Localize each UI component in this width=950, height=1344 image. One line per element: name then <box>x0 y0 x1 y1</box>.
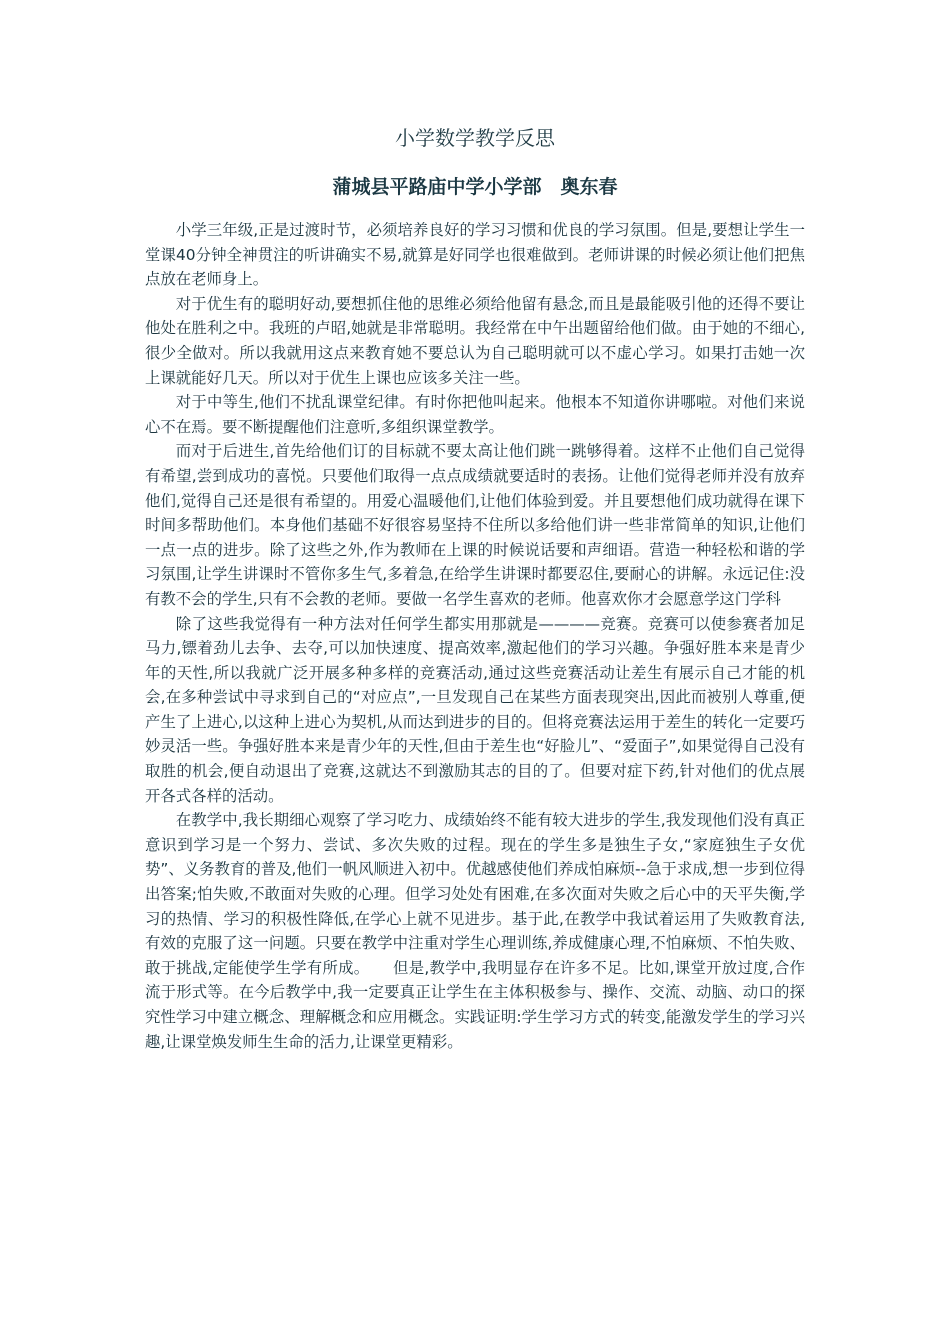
paragraph-6: 在教学中,我长期细心观察了学习吃力、成绩始终不能有较大进步的学生,我发现他们没有真正意识到学习是一个努力、尝试、多次失败的过程。现在的学生多是独生子女,“家庭独生子女优势”、义务教育的普及,他们一帆风顺进入初中。优越感使他们养成怕麻烦--急于求成,想一步到位得出答案;怕失败,不敢面对失败的心理。但学习处处有困难,在多次面对失败之后心中的天平失衡,学习的热情、学习的积极性降低,在学心上就不见进步。基于此,在教学中我试着运用了失败教育法,有效的克服了这一问题。只要在教学中注重对学生心理训练,养成健康心理,不怕麻烦、不怕失败、敢于挑战,定能使学生学有所成。 但是,教学中,我明显存在许多不足。比如,课堂开放过度,合作流于形式等。在今后教学中,我一定要真正让学生在主体积极参与、操作、交流、动脑、动口的探究性学习中建立概念、理解概念和应用概念。实践证明:学生学习方式的转变,能激发学生的学习兴趣,让课堂焕发师生生命的活力,让课堂更精彩。 <box>145 811 806 1051</box>
paragraph-1: 小学三年级,正是过渡时节，必须培养良好的学习习惯和优良的学习氛围。但是,要想让学生一堂课40分钟全神贯注的听讲确实不易,就算是好同学也很难做到。老师讲课的时候必须让他们把焦点放在老师身上。 <box>145 221 805 289</box>
paragraph-2: 对于优生有的聪明好动,要想抓住他的思维必须给他留有悬念,而且是最能吸引他的还得不要让他处在胜利之中。我班的卢昭,她就是非常聪明。我经常在中午出题留给他们做。由于她的不细心,很少全做对。所以我就用这点来教育她不要总认为自己聪明就可以不虚心学习。如果打击她一次上课就能好几天。所以对于优生上课也应该多关注一些。 <box>145 294 805 387</box>
paragraph-5: 除了这些我觉得有一种方法对任何学生都实用那就是————竞赛。竞赛可以使参赛者加足马力,镖着劲儿去争、去夺,可以加快速度、提高效率,激起他们的学习兴趣。争强好胜本来是青少年的天性,所以我就广泛开展多种多样的竞赛活动,通过这些竞赛活动让差生有展示自己才能的机会,在多种尝试中寻求到自己的“对应点”,一旦发现自己在某些方面表现突出,因此而被别人尊重,便产生了上进心,以这种上进心为契机,从而达到进步的目的。但将竞赛法运用于差生的转化一定要巧妙灵活一些。争强好胜本来是青少年的天性,但由于差生也“好脸儿”、“爱面子”,如果觉得自己没有取胜的机会,便自动退出了竞赛,这就达不到激励其志的目的了。但要对症下药,针对他们的优点展开各式各样的活动。 <box>145 614 805 805</box>
paragraph-3: 对于中等生,他们不扰乱课堂纪律。有时你把他叫起来。他根本不知道你讲哪啦。对他们来说心不在焉。要不断提醒他们注意听,多组织课堂教学。 <box>145 393 805 436</box>
document-body <box>145 218 805 1054</box>
document-title: 小学数学教学反思 <box>395 126 555 150</box>
author-line: 蒲城县平路庙中学小学部 奥东春 <box>332 176 618 198</box>
paragraph-4: 而对于后进生,首先给他们订的目标就不要太高让他们跳一跳够得着。这样不止他们自己觉得有希望,尝到成功的喜悦。只要他们取得一点点成绩就要适时的表扬。让他们觉得老师并没有放弃他们,觉得自己还是很有希望的。用爱心温暖他们,让他们体验到爱。并且要想他们成功就得在课下时间多帮助他们。本身他们基础不好很容易坚持不住所以多给他们讲一些非常简单的知识,让他们一点一点的进步。除了这些之外,作为教师在上课的时候说话要和声细语。营造一种轻松和谐的学习氛围,让学生讲课时不管你多生气,多着急,在给学生讲课时都要忍住,要耐心的讲解。永远记住:没有教不会的学生,只有不会教的老师。要做一名学生喜欢的老师。他喜欢你才会愿意学这门学科 <box>145 442 805 608</box>
